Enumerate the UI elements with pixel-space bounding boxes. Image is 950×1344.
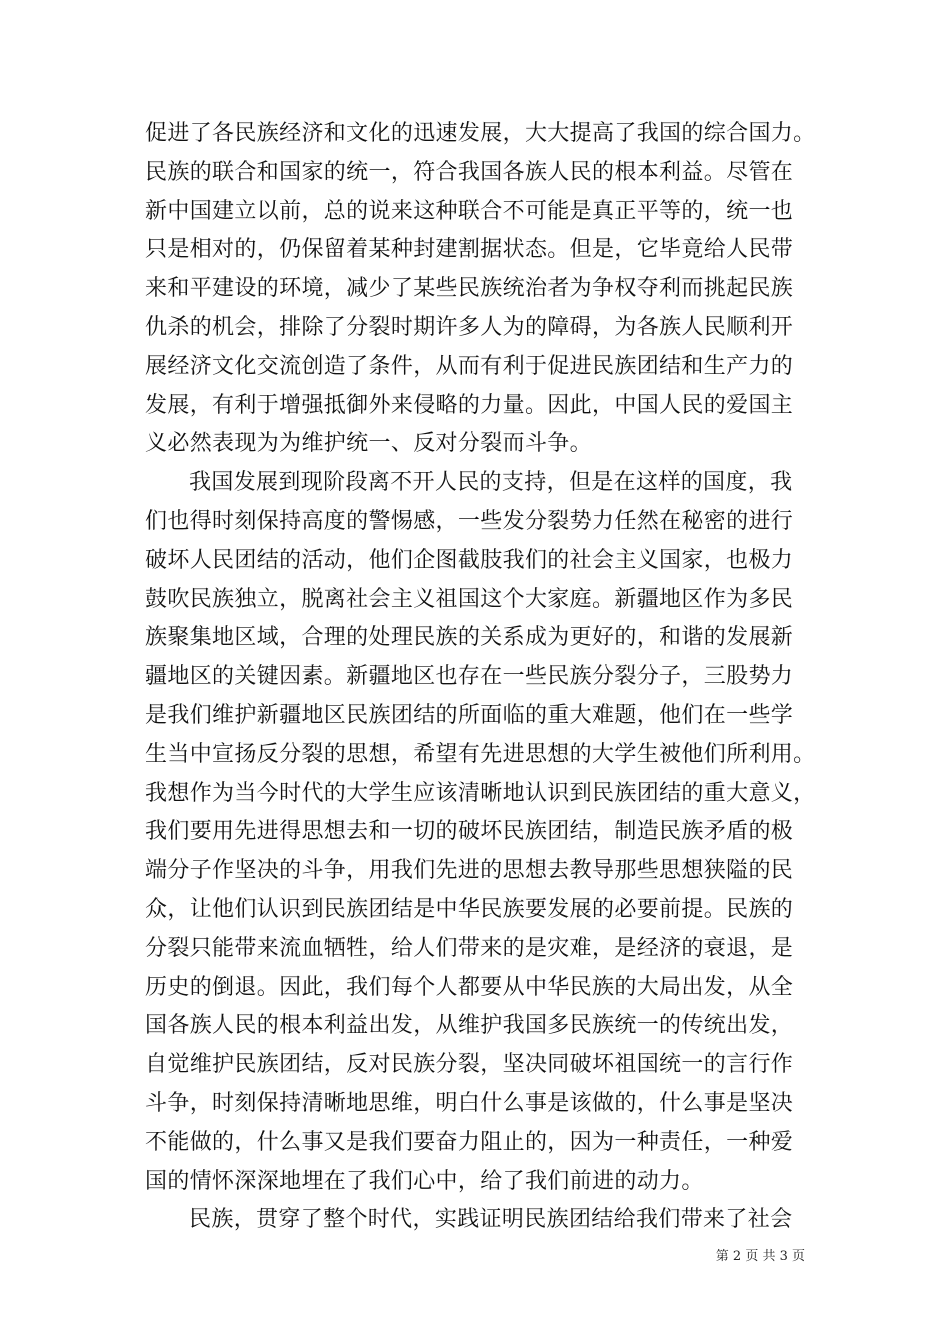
text-line: 历史的倒退。因此，我们每个人都要从中华民族的大局出发，从全 xyxy=(145,974,794,1000)
text-line: 族聚集地区域，合理的处理民族的关系成为更好的，和谐的发展新 xyxy=(145,625,794,651)
text-line: 不能做的，什么事又是我们要奋力阻止的，因为一种责任，一种爱 xyxy=(145,1129,794,1155)
text-line: 国各族人民的根本利益出发，从维护我国多民族统一的传统出发， xyxy=(145,1013,794,1039)
paragraph-first-line: 民族，贯穿了整个时代，实践证明民族团结给我们带来了社会 xyxy=(189,1207,793,1233)
text-line: 自觉维护民族团结，反对民族分裂，坚决同破坏祖国统一的言行作 xyxy=(145,1052,794,1078)
text-line: 发展，有利于增强抵御外来侵略的力量。因此，中国人民的爱国主 xyxy=(145,392,794,418)
text-line: 我们要用先进得思想去和一切的破坏民族团结，制造民族矛盾的极 xyxy=(145,819,794,845)
text-line: 生当中宣扬反分裂的思想，希望有先进思想的大学生被他们所利用。 xyxy=(145,741,816,767)
text-line: 来和平建设的环境，减少了某些民族统治者为争权夺利而挑起民族 xyxy=(145,276,794,302)
text-line: 是我们维护新疆地区民族团结的所面临的重大难题，他们在一些学 xyxy=(145,702,794,728)
text-line: 破坏人民团结的活动，他们企图截肢我们的社会主义国家，也极力 xyxy=(145,547,794,573)
text-line: 我想作为当今时代的大学生应该清晰地认识到民族团结的重大意义， xyxy=(145,780,816,806)
text-line: 端分子作坚决的斗争，用我们先进的思想去教导那些思想狭隘的民 xyxy=(145,858,794,884)
text-line: 疆地区的关键因素。新疆地区也存在一些民族分裂分子，三股势力 xyxy=(145,664,794,690)
text-line: 促进了各民族经济和文化的迅速发展，大大提高了我国的综合国力。 xyxy=(145,121,816,146)
text-line: 民族的联合和国家的统一，符合我国各族人民的根本利益。尽管在 xyxy=(145,159,794,185)
text-line: 们也得时刻保持高度的警惕感，一些发分裂势力任然在秘密的进行 xyxy=(145,508,794,534)
text-line: 新中国建立以前，总的说来这种联合不可能是真正平等的，统一也 xyxy=(145,198,794,224)
text-line: 仇杀的机会，排除了分裂时期许多人为的障碍，为各族人民顺利开 xyxy=(145,314,794,340)
text-line: 只是相对的，仍保留着某种封建割据状态。但是，它毕竟给人民带 xyxy=(145,237,794,263)
text-line: 分裂只能带来流血牺牲，给人们带来的是灾难，是经济的衰退，是 xyxy=(145,935,794,961)
body-text xyxy=(145,115,815,1240)
text-line: 众，让他们认识到民族团结是中华民族要发展的必要前提。民族的 xyxy=(145,896,794,922)
text-line: 义必然表现为为维护统一、反对分裂而斗争。 xyxy=(145,431,593,457)
text-line: 展经济文化交流创造了条件，从而有利于促进民族团结和生产力的 xyxy=(145,353,794,379)
text-line: 斗争，时刻保持清晰地思维，明白什么事是该做的，什么事是坚决 xyxy=(145,1090,794,1116)
page-number-footer: 第 2 页 共 3 页 xyxy=(715,1249,805,1264)
paragraph-first-line: 我国发展到现阶段离不开人民的支持，但是在这样的国度，我 xyxy=(189,470,793,496)
text-line: 国的情怀深深地埋在了我们心中，给了我们前进的动力。 xyxy=(145,1168,704,1194)
text-line: 鼓吹民族独立，脱离社会主义祖国这个大家庭。新疆地区作为多民 xyxy=(145,586,794,612)
